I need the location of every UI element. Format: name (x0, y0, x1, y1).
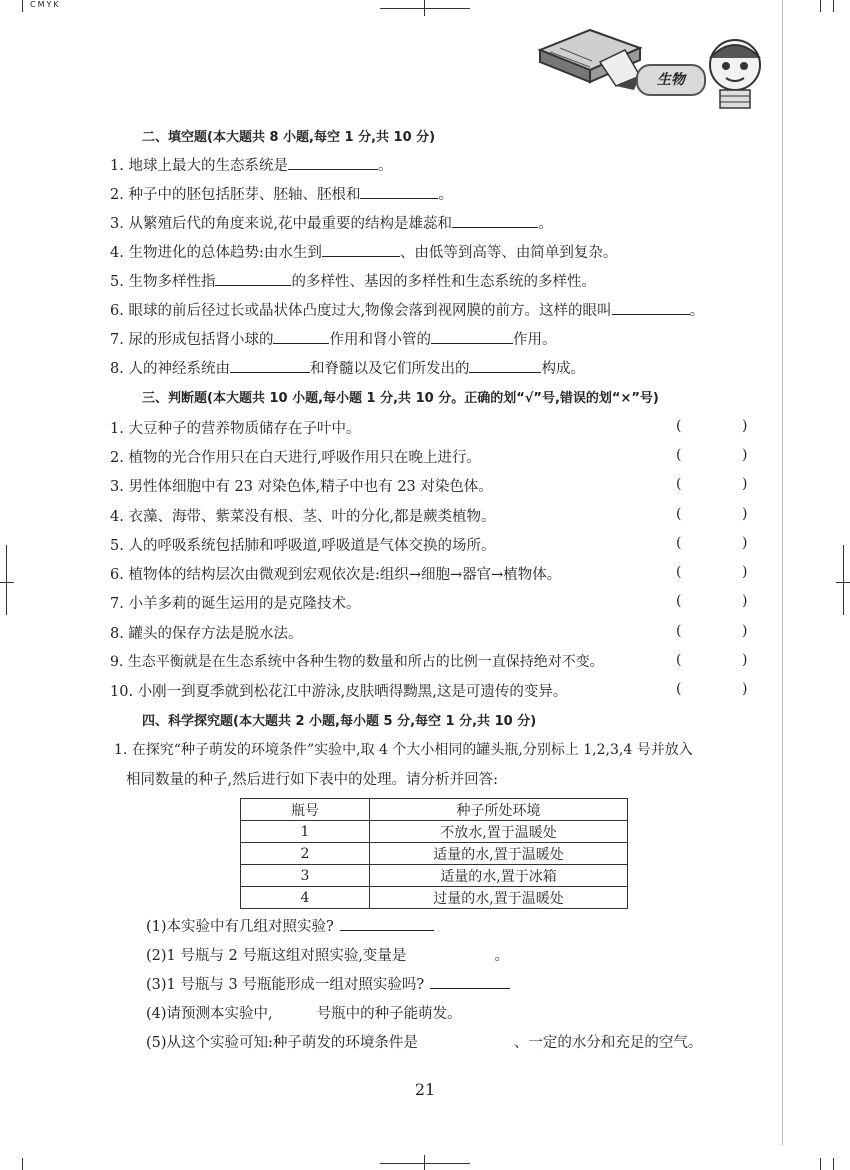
table-cell: 适量的水,置于温暖处 (370, 843, 628, 865)
crop-mark (424, 0, 425, 16)
answer-parens[interactable]: ( ) (676, 564, 748, 580)
table-row (241, 821, 628, 843)
fill-question-5: 5. 生物多样性指 的多样性、基因的多样性和生态系统的多样性。 (110, 270, 596, 291)
section-2-title: 二、填空题(本大题共 8 小题,每空 1 分,共 10 分) (142, 130, 436, 145)
fill-question-7: 7. 尿的形成包括肾小球的 作用和肾小管的 作用。 (110, 328, 556, 349)
table-row (241, 865, 628, 887)
judge-question-6: 6. 植物体的结构层次由微观到宏观依次是:组织→细胞→器官→植物体。 (110, 567, 562, 583)
answer-parens[interactable]: ( ) (676, 681, 748, 697)
table-cell: 2 (241, 843, 370, 865)
table-cell: 1 (241, 821, 370, 843)
crop-mark (6, 545, 7, 615)
judge-question-1: 1. 大豆种子的营养物质储存在子叶中。 (110, 421, 361, 437)
table-header-cell: 瓶号 (241, 799, 370, 821)
answer-parens[interactable]: ( ) (676, 476, 748, 492)
crop-mark (0, 582, 14, 583)
subquestion-1: (1)本实验中有几组对照实验? (146, 915, 434, 936)
section-3-title: 三、判断题(本大题共 10 小题,每小题 1 分,共 10 分。正确的划“√”号,错误的划“×”号) (142, 391, 659, 406)
answer-blank[interactable] (215, 271, 291, 286)
answer-parens[interactable]: ( ) (676, 506, 748, 522)
fill-question-4: 4. 生物进化的总体趋势:由水生到 、由低等到高等、由简单到复杂。 (110, 241, 617, 262)
judge-question-10: 10. 小刚一到夏季就到松花江中游泳,皮肤晒得黝黑,这是可遗传的变异。 (110, 684, 568, 700)
table-header-cell: 种子所处环境 (370, 799, 628, 821)
judge-question-3: 3. 男性体细胞中有 23 对染色体,精子中也有 23 对染色体。 (110, 479, 493, 495)
subquestion-5: (5)从这个实验可知:种子萌发的环境条件是 、一定的水分和充足的空气。 (146, 1035, 703, 1051)
answer-blank[interactable] (273, 329, 329, 344)
cmyk-print-mark: CMYK (30, 0, 61, 9)
crop-mark (22, 1158, 23, 1170)
answer-parens[interactable]: ( ) (676, 535, 748, 551)
margin-line (782, 0, 783, 1145)
experiment-table (240, 798, 628, 909)
crop-mark (424, 1155, 425, 1170)
judge-question-8: 8. 罐头的保存方法是脱水法。 (110, 626, 303, 642)
answer-parens[interactable]: ( ) (676, 447, 748, 463)
table-cell: 3 (241, 865, 370, 887)
answer-blank[interactable] (452, 213, 538, 228)
table-header-row (241, 799, 628, 821)
table-row (241, 843, 628, 865)
table-cell: 过量的水,置于温暖处 (370, 887, 628, 909)
experiment-intro-line-2: 相同数量的种子,然后进行如下表中的处理。请分析并回答: (126, 772, 498, 788)
answer-blank[interactable] (322, 242, 400, 257)
answer-parens[interactable]: ( ) (676, 593, 748, 609)
judge-question-4: 4. 衣藻、海带、紫菜没有根、茎、叶的分化,都是蕨类植物。 (110, 509, 496, 525)
fill-question-1: 1. 地球上最大的生态系统是 。 (110, 154, 392, 175)
table-row (241, 887, 628, 909)
fill-question-6: 6. 眼球的前后径过长或晶状体凸度过大,物像会落到视网膜的前方。这样的眼叫 。 (110, 299, 704, 320)
answer-blank[interactable] (340, 916, 434, 931)
section-4-title: 四、科学探究题(本大题共 2 小题,每小题 5 分,每空 1 分,共 10 分) (142, 714, 537, 729)
answer-blank[interactable] (360, 184, 438, 199)
subquestion-2: (2)1 号瓶与 2 号瓶这组对照实验,变量是 。 (146, 948, 509, 964)
experiment-intro-line-1: 1. 在探究“种子萌发的环境条件”实验中,取 4 个大小相同的罐头瓶,分别标上 1,2,3,4 号并放入 (114, 742, 693, 758)
subquestion-3: (3)1 号瓶与 3 号瓶能形成一组对照实验吗? (146, 973, 510, 994)
judge-question-2: 2. 植物的光合作用只在白天进行,呼吸作用只在晚上进行。 (110, 450, 482, 466)
crop-mark (380, 1163, 470, 1164)
crop-mark (833, 1158, 834, 1170)
answer-blank[interactable] (430, 974, 510, 989)
answer-blank[interactable] (230, 358, 310, 373)
judge-question-5: 5. 人的呼吸系统包括肺和呼吸道,呼吸道是气体交换的场所。 (110, 538, 496, 554)
answer-blank[interactable] (469, 358, 541, 373)
crop-mark (22, 0, 23, 12)
subject-label: 生物 (636, 64, 706, 96)
answer-parens[interactable]: ( ) (676, 623, 748, 639)
crop-mark (380, 8, 470, 9)
cartoon-mascot-icon (710, 40, 760, 108)
judge-question-7: 7. 小羊多莉的诞生运用的是克隆技术。 (110, 596, 361, 612)
fill-question-3: 3. 从繁殖后代的角度来说,花中最重要的结构是雄蕊和 。 (110, 212, 553, 233)
crop-mark (820, 1158, 821, 1170)
crop-mark (820, 0, 821, 12)
table-cell: 不放水,置于温暖处 (370, 821, 628, 843)
answer-blank[interactable] (431, 329, 513, 344)
table-cell: 4 (241, 887, 370, 909)
judge-question-9: 9. 生态平衡就是在生态系统中各种生物的数量和所占的比例一直保持绝对不变。 (110, 654, 604, 670)
fill-question-8: 8. 人的神经系统由 和脊髓以及它们所发出的 构成。 (110, 357, 585, 378)
subquestion-4: (4)请预测本实验中, 号瓶中的种子能萌发。 (146, 1006, 462, 1022)
answer-blank[interactable] (612, 300, 690, 315)
fill-question-2: 2. 种子中的胚包括胚芽、胚轴、胚根和 。 (110, 183, 453, 204)
answer-parens[interactable]: ( ) (676, 652, 748, 668)
answer-blank[interactable] (288, 155, 378, 170)
table-cell: 适量的水,置于冰箱 (370, 865, 628, 887)
page-number: 21 (414, 1080, 436, 1099)
answer-parens[interactable]: ( ) (676, 418, 748, 434)
crop-mark (833, 0, 834, 12)
crop-mark (843, 545, 844, 615)
